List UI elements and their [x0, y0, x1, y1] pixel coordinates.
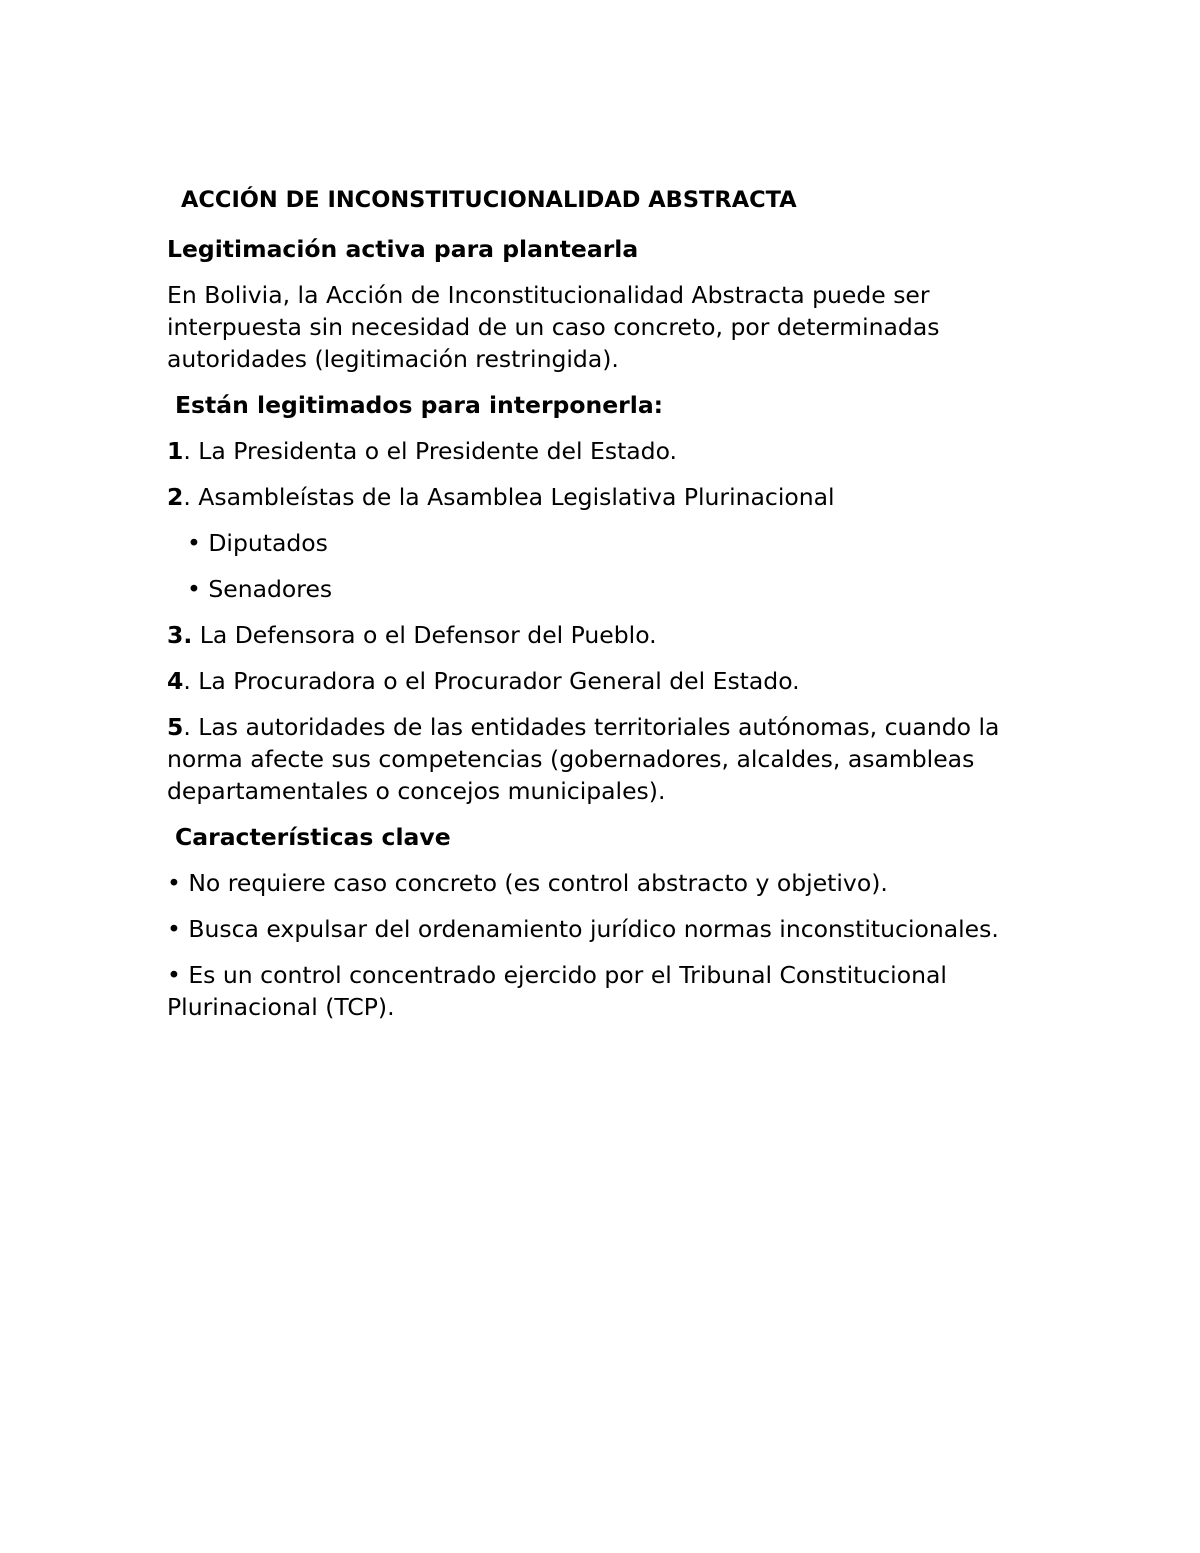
bullet-item-2: • Busca expulsar del ordenamiento jurídico normas inconstitucionales.: [167, 915, 999, 943]
list-item-4: [167, 665, 1037, 697]
list-text: . Asambleístas de la Asamblea Legislativa Plurinacional: [183, 483, 835, 511]
section-heading-legitimacion: Legitimación activa para plantearla: [167, 235, 639, 263]
list-text: La Defensora o el Defensor del Pueblo.: [192, 621, 657, 649]
list-item-1: [167, 435, 1037, 467]
intro-paragraph: En Bolivia, la Acción de Inconstitucionalidad Abstracta puede ser interpuesta sin necesidad de un caso concreto, por determinadas autoridades (legitimación restringida).: [167, 281, 940, 373]
sub-item-senadores: • Senadores: [187, 575, 333, 603]
sub-item-diputados: • Diputados: [187, 529, 328, 557]
list-number: 1: [167, 437, 184, 465]
list-item-2: [167, 481, 1037, 513]
section-heading-caracteristicas: Características clave: [175, 823, 451, 851]
list-text: . La Presidenta o el Presidente del Estado.: [183, 437, 678, 465]
section-heading-legitimados: Están legitimados para interponerla:: [175, 391, 664, 419]
list-item-3: [167, 619, 1037, 651]
list-number: 5: [167, 713, 184, 741]
list-text: . La Procuradora o el Procurador General del Estado.: [183, 667, 800, 695]
bullet-item-3: • Es un control concentrado ejercido por el Tribunal Constitucional Plurinacional (TCP).: [167, 961, 947, 1021]
document-body: [167, 182, 1037, 1037]
document-title: ACCIÓN DE INCONSTITUCIONALIDAD ABSTRACTA: [181, 187, 797, 213]
list-number: 3.: [167, 621, 193, 649]
list-number: 2: [167, 483, 184, 511]
list-text: . Las autoridades de las entidades territoriales autónomas, cuando la norma afecte sus competencias (gobernadores, alcaldes, asambleas departamentales o concejos municipales).: [167, 713, 1000, 805]
list-item-5: [167, 711, 1037, 807]
bullet-item-1: • No requiere caso concreto (es control abstracto y objetivo).: [167, 869, 888, 897]
list-number: 4: [167, 667, 184, 695]
